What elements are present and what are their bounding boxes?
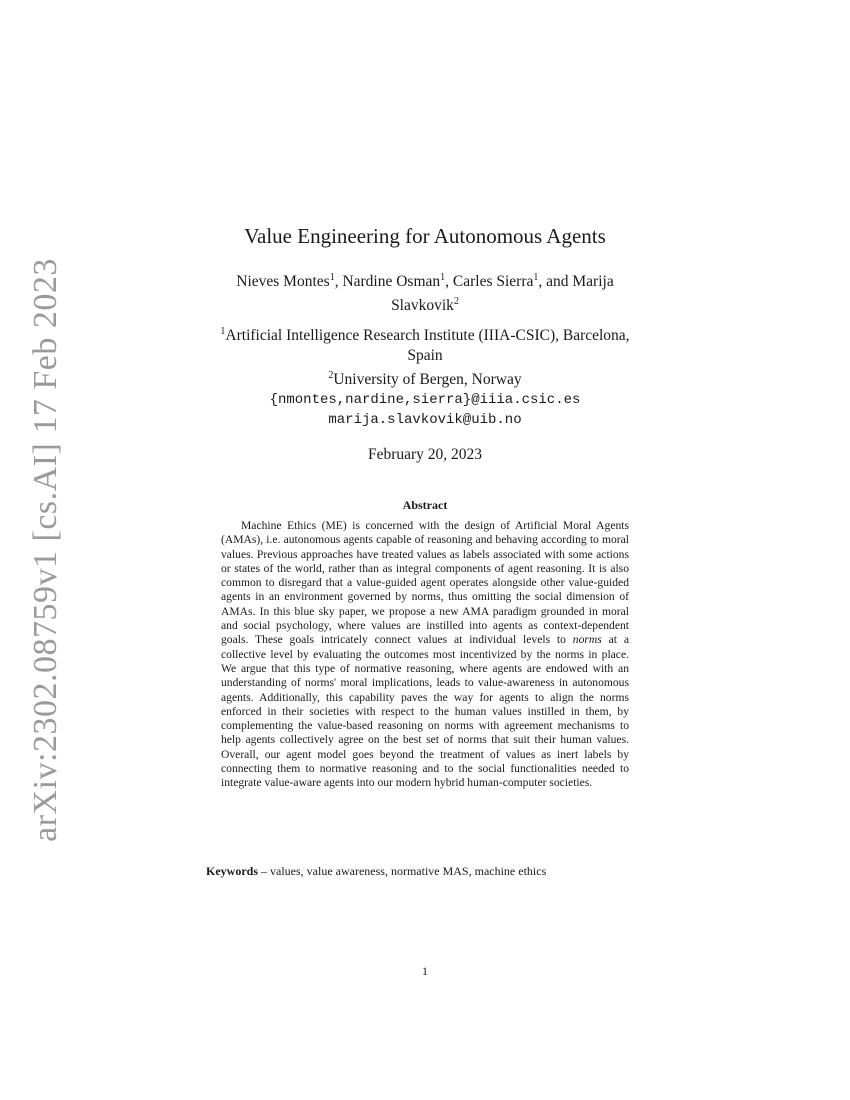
keywords-label: Keywords bbox=[206, 864, 258, 878]
author-affil-mark: 1 bbox=[440, 272, 446, 283]
affiliation-1 bbox=[170, 322, 680, 346]
paper-date: February 20, 2023 bbox=[367, 446, 483, 463]
abstract-heading: Abstract bbox=[402, 498, 448, 512]
arxiv-side-identifier bbox=[16, 258, 76, 842]
arxiv-id-text: arXiv:2302.08759v1 [cs.AI] 17 Feb 2023 bbox=[27, 258, 64, 842]
abstract-body bbox=[221, 519, 629, 791]
affiliation-2-name: University of Bergen, Norway bbox=[333, 371, 522, 389]
page-number: 1 bbox=[422, 964, 428, 978]
author-name: Nieves Montes bbox=[236, 273, 330, 291]
affiliations bbox=[170, 322, 680, 430]
author-list: Nieves Montes$^1$, Nardine Osman$^1$, Carles Sierra$^1$, and Marija Slavkovik$^2$ bbox=[236, 272, 614, 315]
keywords-line bbox=[206, 864, 646, 879]
affil-mark: 2 bbox=[328, 370, 334, 382]
author-affil-mark: 1 bbox=[533, 272, 539, 283]
affil-mark: 1 bbox=[220, 326, 226, 337]
affiliation-2 bbox=[170, 366, 680, 390]
keywords-text: – values, value awareness, normative MAS, machine ethics bbox=[261, 864, 547, 878]
abstract-text-part-1: Machine Ethics (ME) is concerned with the design of Artificial Moral Agents (AMAs), i.e. autonomous agents capable of reasoning and behaving according to moral values. Previous approaches have treated values as labels associated with some actions or states of the world, rather than as integral components of agent reasoning. It is also common to disregard that a value-guided agent operates alongside other value-guided agents in an environment governed by norms, thus omitting the social dimension of AMAs. In this blue sky paper, we propose a new AMA paradigm grounded in moral and social psychology, where values are instilled into agents as context-dependent goals. These goals intricately connect values at individual levels to bbox=[221, 519, 629, 647]
author-affil-mark: 2 bbox=[453, 296, 459, 308]
email-uib: marija.slavkovik@uib.no bbox=[328, 412, 522, 429]
email-iiia: {nmontes,nardine,sierra}@iiia.csic.es bbox=[269, 392, 581, 409]
author-affil-mark: 1 bbox=[329, 272, 335, 283]
author-connector: and Marija bbox=[546, 273, 614, 291]
affiliation-1-name: Artificial Intelligence Research Institute (IIIA-CSIC), Barcelona, bbox=[225, 327, 630, 345]
author-name: Carles Sierra bbox=[452, 273, 534, 291]
author-name: Nardine Osman bbox=[342, 273, 441, 291]
affiliation-1-country: Spain bbox=[407, 347, 443, 365]
abstract-emphasis: norms bbox=[572, 633, 602, 647]
abstract-text-part-2: at a collective level by evaluating the outcomes most incentivized by the norms in place. We argue that this type of normative reasoning, where agents are endowed with an understanding of norms' moral implications, leads to value-awareness in autonomous agents. Additionally, this capability paves the way for agents to align the norms enforced in their societies with respect to the human values instilled in them, by complementing the value-based reasoning on norms with agreement mechanisms to help agents collectively agree on the best set of norms that suit their human values. Overall, our agent model goes beyond the treatment of values as inert labels by connecting them to normative reasoning and to the social functionalities needed to integrate value-aware agents into our modern hybrid human-computer societies. bbox=[221, 633, 629, 790]
author-name: Slavkovik bbox=[391, 297, 454, 315]
paper-title: Value Engineering for Autonomous Agents bbox=[244, 224, 606, 248]
